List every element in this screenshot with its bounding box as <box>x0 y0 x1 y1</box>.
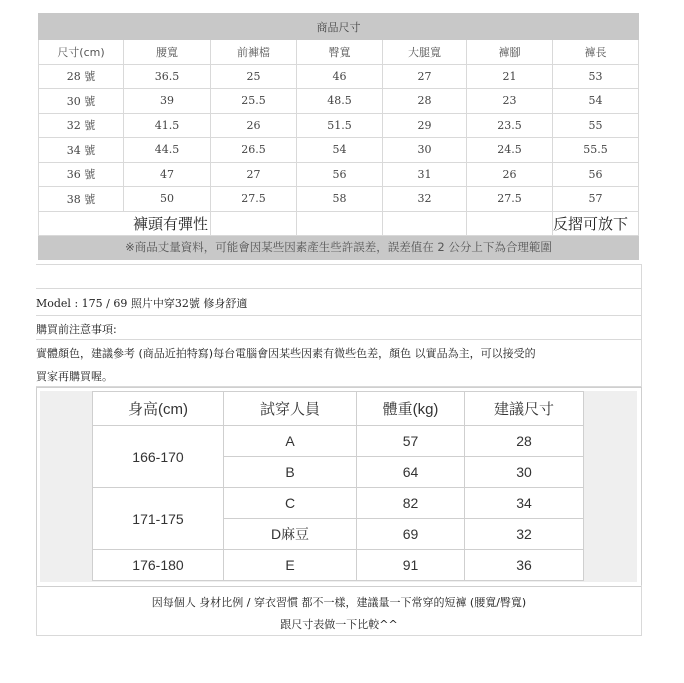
suggested-size: 36 <box>465 550 584 581</box>
suggested-size: 32 <box>465 519 584 550</box>
model-info: Model : 175 / 69 照片中穿32號 修身舒適 <box>36 297 248 310</box>
table-cell: 50 <box>124 187 211 212</box>
table-cell: 51.5 <box>297 113 383 138</box>
col-header: 褲腳 <box>467 40 553 65</box>
table-cell: 48.5 <box>297 89 383 114</box>
tester-name: A <box>224 426 357 457</box>
measurement-disclaimer: ※商品丈量資料，可能會因某些因素產生些許誤差，誤差值在 2 公分上下為合理範圍 <box>39 235 639 259</box>
table-cell: 26 <box>211 113 297 138</box>
col-header: 體重(kg) <box>357 392 465 426</box>
divider <box>36 339 642 340</box>
size-table <box>38 13 639 260</box>
height-range: 176-180 <box>93 550 224 581</box>
table-cell: 58 <box>297 187 383 212</box>
table-row <box>39 64 639 89</box>
table-cell: 30 號 <box>39 89 124 114</box>
size-table-title: 商品尺寸 <box>39 14 639 40</box>
suggested-size: 34 <box>465 488 584 519</box>
tester-name: B <box>224 457 357 488</box>
table-cell: 23 <box>467 89 553 114</box>
table-cell: 31 <box>383 162 467 187</box>
size-chart <box>38 13 638 260</box>
table-cell: 26 <box>467 162 553 187</box>
tester-weight: 64 <box>357 457 465 488</box>
tester-weight: 82 <box>357 488 465 519</box>
col-header: 臀寬 <box>297 40 383 65</box>
table-cell <box>383 211 467 235</box>
table-cell: 23.5 <box>467 113 553 138</box>
advice-line2: 跟尺寸表做一下比較^^ <box>280 618 398 631</box>
table-cell: 27.5 <box>211 187 297 212</box>
table-cell <box>467 211 553 235</box>
table-cell: 53 <box>553 64 639 89</box>
divider <box>36 315 642 316</box>
divider <box>641 264 642 386</box>
tester-name: D麻豆 <box>224 519 357 550</box>
tester-weight: 91 <box>357 550 465 581</box>
table-cell: 57 <box>553 187 639 212</box>
table-cell: 56 <box>553 162 639 187</box>
table-cell: 32 <box>383 187 467 212</box>
fit-table <box>92 391 584 581</box>
divider <box>36 288 642 289</box>
table-row <box>93 488 584 519</box>
table-cell: 28 號 <box>39 64 124 89</box>
table-row <box>39 187 639 212</box>
notice-text-line2: 買家再購買喔。 <box>36 370 113 383</box>
tester-weight: 69 <box>357 519 465 550</box>
col-header: 尺寸(cm) <box>39 40 124 65</box>
height-range: 171-175 <box>93 488 224 550</box>
tester-name: C <box>224 488 357 519</box>
advice-line1: 因每個人 身材比例 / 穿衣習慣 都不一樣，建議量一下常穿的短褲 (腰寬/臀寬) <box>151 596 527 609</box>
table-cell: 55.5 <box>553 138 639 163</box>
col-header: 腰寬 <box>124 40 211 65</box>
table-cell <box>211 211 297 235</box>
col-header: 大腿寬 <box>383 40 467 65</box>
table-cell <box>297 211 383 235</box>
table-cell: 38 號 <box>39 187 124 212</box>
suggested-size: 28 <box>465 426 584 457</box>
col-header: 褲長 <box>553 40 639 65</box>
divider <box>36 264 642 265</box>
tester-name: E <box>224 550 357 581</box>
table-row <box>93 426 584 457</box>
table-cell: 24.5 <box>467 138 553 163</box>
table-cell: 41.5 <box>124 113 211 138</box>
table-cell: 32 號 <box>39 113 124 138</box>
table-cell: 21 <box>467 64 553 89</box>
table-cell: 44.5 <box>124 138 211 163</box>
note-row <box>39 211 639 235</box>
tester-weight: 57 <box>357 426 465 457</box>
table-cell: 28 <box>383 89 467 114</box>
table-cell: 55 <box>553 113 639 138</box>
table-cell: 27 <box>211 162 297 187</box>
col-header: 試穿人員 <box>224 392 357 426</box>
suggested-size: 30 <box>465 457 584 488</box>
table-row <box>39 89 639 114</box>
table-row <box>39 162 639 187</box>
table-cell: 30 <box>383 138 467 163</box>
table-cell: 39 <box>124 89 211 114</box>
table-cell: 27.5 <box>467 187 553 212</box>
table-cell: 29 <box>383 113 467 138</box>
table-cell: 26.5 <box>211 138 297 163</box>
waistband-note: 褲頭有彈性 <box>39 211 211 235</box>
table-cell: 54 <box>297 138 383 163</box>
table-cell: 54 <box>553 89 639 114</box>
table-cell: 36 號 <box>39 162 124 187</box>
table-cell: 34 號 <box>39 138 124 163</box>
col-header: 身高(cm) <box>93 392 224 426</box>
fit-table-header <box>93 392 584 426</box>
table-cell: 46 <box>297 64 383 89</box>
table-cell: 25.5 <box>211 89 297 114</box>
table-cell: 27 <box>383 64 467 89</box>
table-cell: 56 <box>297 162 383 187</box>
table-row <box>39 138 639 163</box>
height-range: 166-170 <box>93 426 224 488</box>
cuff-note: 反摺可放下 <box>553 211 639 235</box>
fit-advice <box>36 585 642 636</box>
table-cell: 36.5 <box>124 64 211 89</box>
notice-title: 購買前注意事項: <box>36 323 117 336</box>
col-header: 前褲檔 <box>211 40 297 65</box>
table-row <box>39 113 639 138</box>
table-cell: 25 <box>211 64 297 89</box>
size-table-header <box>39 40 639 65</box>
col-header: 建議尺寸 <box>465 392 584 426</box>
table-row <box>93 550 584 581</box>
notice-text-line1: 實體顏色，建議參考 (商品近拍特寫)每台電腦會因某些因素有微些色差，顏色 以實品為主，可以接受的 <box>36 347 536 360</box>
table-cell: 47 <box>124 162 211 187</box>
